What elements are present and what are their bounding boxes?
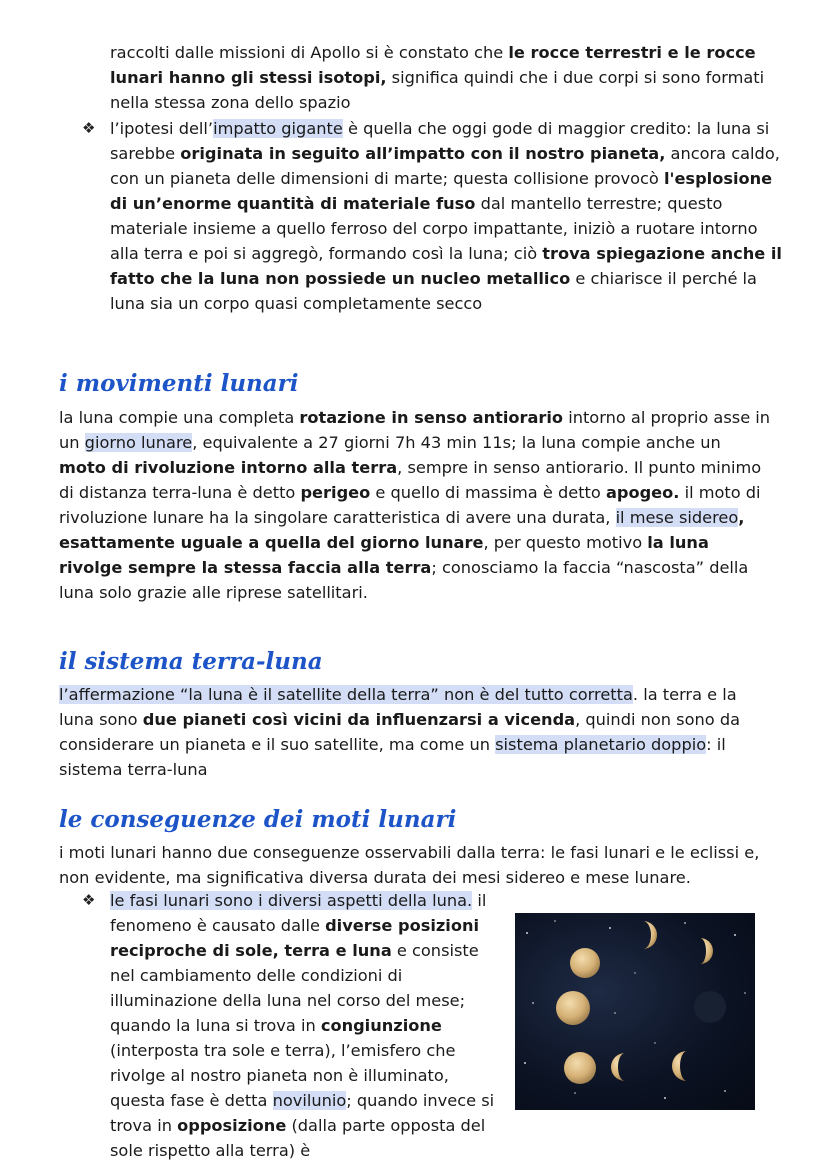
bold-text: diverse posizioni reciproche di sole, terra e luna bbox=[110, 916, 480, 960]
highlighted-text: giorno lunare bbox=[84, 433, 193, 452]
text: ; conosciamo la faccia “nascosta” della luna solo grazie alle riprese satellitari. bbox=[59, 558, 749, 602]
bullet-fasi-lunari bbox=[82, 888, 502, 1163]
text: (interposta tra sole e terra), l’emisfero che rivolge al nostro pianeta non è illuminato, questa fase è detta bbox=[110, 1041, 456, 1110]
highlighted-text: novilunio bbox=[272, 1091, 347, 1110]
moon-phases-image bbox=[515, 913, 755, 1110]
moon-gibbous bbox=[570, 948, 600, 978]
moon-gibbous-2 bbox=[564, 1052, 596, 1084]
text: : il sistema terra-luna bbox=[59, 735, 726, 779]
text: (dalla parte opposta del sole rispetto alla terra) è bbox=[110, 1116, 486, 1160]
text: significa quindi che i due corpi si sono formati nella stessa zona dello spazio bbox=[110, 68, 765, 112]
bold-text: le rocce terrestri e le rocce lunari hanno gli stessi isotopi, bbox=[110, 43, 756, 87]
paragraph-isotopi bbox=[110, 40, 788, 115]
bold-text: moto di rivoluzione intorno alla terra bbox=[59, 458, 398, 477]
bold-text: congiunzione bbox=[320, 1016, 442, 1035]
text: ancora caldo, con un pianeta delle dimensioni di marte; questa collisione provocò bbox=[110, 144, 780, 188]
paragraph-sistema bbox=[59, 682, 771, 782]
text: il fenomeno è causato dalle bbox=[110, 891, 487, 935]
text: dal mantello terrestre; questo materiale insieme a quello ferroso del corpo impattante, iniziò a ruotare intorno alla terra e poi si aggregò, formando così la luna; ciò bbox=[110, 194, 758, 263]
paragraph-conseguenze-intro: i moti lunari hanno due conseguenze osservabili dalla terra: le fasi lunari e le eclissi e, non evidente, ma significativa diversa durata dei mesi sidereo e mese lunare. bbox=[59, 843, 760, 887]
text: , quindi non sono da considerare un pianeta e il suo satellite, ma come un bbox=[59, 710, 741, 754]
text: l’ipotesi dell’ bbox=[110, 119, 214, 138]
bold-text: originata in seguito all’impatto con il nostro pianeta, bbox=[180, 144, 666, 163]
bullet-impatto-gigante bbox=[82, 116, 788, 316]
bold-text: due pianeti così vicini da influenzarsi a vicenda bbox=[142, 710, 576, 729]
paragraph-movimenti bbox=[59, 405, 771, 605]
text: , equivalente a 27 giorni 7h 43 min 11s; la luna compie anche un bbox=[192, 433, 721, 452]
text: raccolti dalle missioni di Apollo si è constato che bbox=[110, 43, 509, 62]
diamond-bullet-icon: ❖ bbox=[82, 119, 96, 137]
section-title-movimenti: i movimenti lunari bbox=[59, 370, 299, 397]
text: la luna compie una completa bbox=[59, 408, 300, 427]
highlighted-text: l’affermazione “la luna è il satellite della terra” non è del tutto corretta bbox=[59, 685, 633, 704]
text: e consiste nel cambiamento delle condizioni di illuminazione della luna nel corso del mese; quando la luna si trova in bbox=[110, 941, 479, 1035]
moon-quarter bbox=[643, 921, 657, 949]
text: e chiarisce il perché la luna sia un corpo quasi completamente secco bbox=[110, 269, 757, 313]
section-title-conseguenze: le conseguenze dei moti lunari bbox=[59, 806, 457, 833]
diamond-bullet-icon: ❖ bbox=[82, 891, 96, 909]
bold-text: l'esplosione di un’enorme quantità di materiale fuso bbox=[110, 169, 773, 213]
bold-text: trova spiegazione anche il fatto che la luna non possiede un nucleo metallico bbox=[110, 244, 782, 288]
highlighted-text: il mese sidereo bbox=[615, 508, 739, 527]
bold-text: apogeo. bbox=[605, 483, 680, 502]
text: , sempre in senso antiorario. Il punto minimo di distanza terra-luna è detto bbox=[59, 458, 762, 502]
text: è quella che oggi gode di maggior credito: la luna si sarebbe bbox=[110, 119, 770, 163]
highlighted-text: sistema planetario doppio bbox=[495, 735, 707, 754]
moon-quarter-2 bbox=[611, 1053, 625, 1081]
moon-new bbox=[694, 991, 726, 1023]
bold-text: la luna rivolge sempre la stessa faccia alla terra bbox=[59, 533, 709, 577]
moon-crescent bbox=[700, 938, 713, 964]
text: intorno al proprio asse in un bbox=[59, 408, 771, 452]
moon-crescent-2 bbox=[672, 1051, 687, 1081]
text: il moto di rivoluzione lunare ha la singolare caratteristica di avere una durata, bbox=[59, 483, 761, 527]
highlighted-text: le fasi lunari sono i diversi aspetti della luna. bbox=[110, 891, 473, 910]
bold-text: perigeo bbox=[300, 483, 371, 502]
bold-text: opposizione bbox=[177, 1116, 287, 1135]
bold-text: rotazione in senso antiorario bbox=[299, 408, 564, 427]
text: , per questo motivo bbox=[483, 533, 648, 552]
text: e quello di massima è detto bbox=[370, 483, 606, 502]
moon-phases-illustration bbox=[515, 913, 755, 1110]
text: ; quando invece si trova in bbox=[110, 1091, 495, 1135]
moon-full bbox=[556, 991, 590, 1025]
highlighted-text: impatto gigante bbox=[213, 119, 343, 138]
text: . la terra e la luna sono bbox=[59, 685, 737, 729]
bold-text: , esattamente uguale a quella del giorno lunare bbox=[59, 508, 745, 552]
section-title-sistema: il sistema terra-luna bbox=[59, 648, 323, 675]
